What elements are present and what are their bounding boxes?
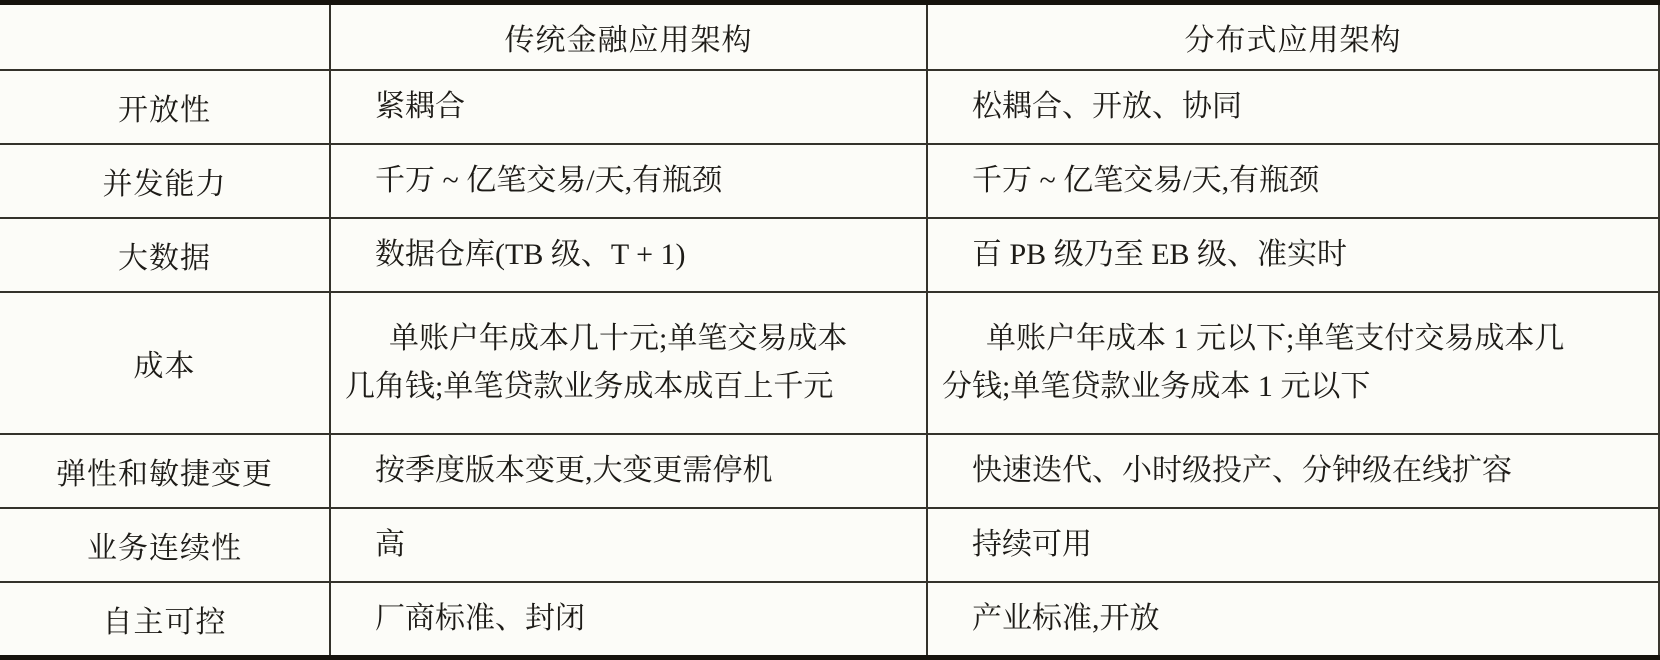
cell-traditional <box>330 292 927 434</box>
row-label: 弹性和敏捷变更 <box>0 434 330 508</box>
cell-text-line: 产业标准,开放 <box>972 602 1160 635</box>
table-body <box>0 70 1659 658</box>
cell-text-line: 单账户年成本 1 元以下;单笔支付交易成本几 <box>986 322 1565 355</box>
cell-text-line: 千万 ~ 亿笔交易/天,有瓶颈 <box>972 164 1320 197</box>
table-row <box>0 434 1659 508</box>
row-label: 开放性 <box>0 70 330 144</box>
cell-distributed <box>927 144 1659 218</box>
cell-traditional <box>330 70 927 144</box>
cell-distributed <box>927 292 1659 434</box>
cell-traditional <box>330 434 927 508</box>
cell-text-line: 紧耦合 <box>375 90 465 123</box>
cell-text-line: 分钱;单笔贷款业务成本 1 元以下 <box>942 370 1371 403</box>
table-row <box>0 292 1659 434</box>
cell-text-line: 千万 ~ 亿笔交易/天,有瓶颈 <box>375 164 723 197</box>
row-label: 业务连续性 <box>0 508 330 582</box>
cell-text-line: 快速迭代、小时级投产、分钟级在线扩容 <box>972 454 1512 487</box>
cell-text-line: 厂商标准、封闭 <box>375 602 585 635</box>
table-row <box>0 582 1659 658</box>
header-row <box>0 3 1659 71</box>
table-row <box>0 218 1659 292</box>
cell-distributed <box>927 70 1659 144</box>
cell-text-line: 持续可用 <box>972 528 1092 561</box>
cell-text-line: 单账户年成本几十元;单笔交易成本 <box>389 322 848 355</box>
cell-text-line: 松耦合、开放、协同 <box>972 90 1242 123</box>
row-label: 自主可控 <box>0 582 330 658</box>
header-distributed-architecture: 分布式应用架构 <box>927 3 1659 71</box>
row-label: 大数据 <box>0 218 330 292</box>
cell-text-line: 百 PB 级乃至 EB 级、准实时 <box>972 238 1348 271</box>
table-row <box>0 144 1659 218</box>
cell-text-line: 高 <box>375 528 405 561</box>
cell-distributed <box>927 218 1659 292</box>
cell-text-line: 按季度版本变更,大变更需停机 <box>375 454 773 487</box>
header-traditional-architecture: 传统金融应用架构 <box>330 3 927 71</box>
cell-traditional <box>330 508 927 582</box>
cell-text-line: 数据仓库(TB 级、T + 1) <box>375 238 686 271</box>
cell-traditional <box>330 582 927 658</box>
cell-distributed <box>927 434 1659 508</box>
cell-traditional <box>330 218 927 292</box>
row-label: 成本 <box>0 292 330 434</box>
row-label: 并发能力 <box>0 144 330 218</box>
cell-distributed <box>927 582 1659 658</box>
header-corner-cell <box>0 3 330 71</box>
table-row <box>0 508 1659 582</box>
table-row <box>0 70 1659 144</box>
cell-traditional <box>330 144 927 218</box>
cell-text-line: 几角钱;单笔贷款业务成本成百上千元 <box>345 370 834 403</box>
cell-distributed <box>927 508 1659 582</box>
